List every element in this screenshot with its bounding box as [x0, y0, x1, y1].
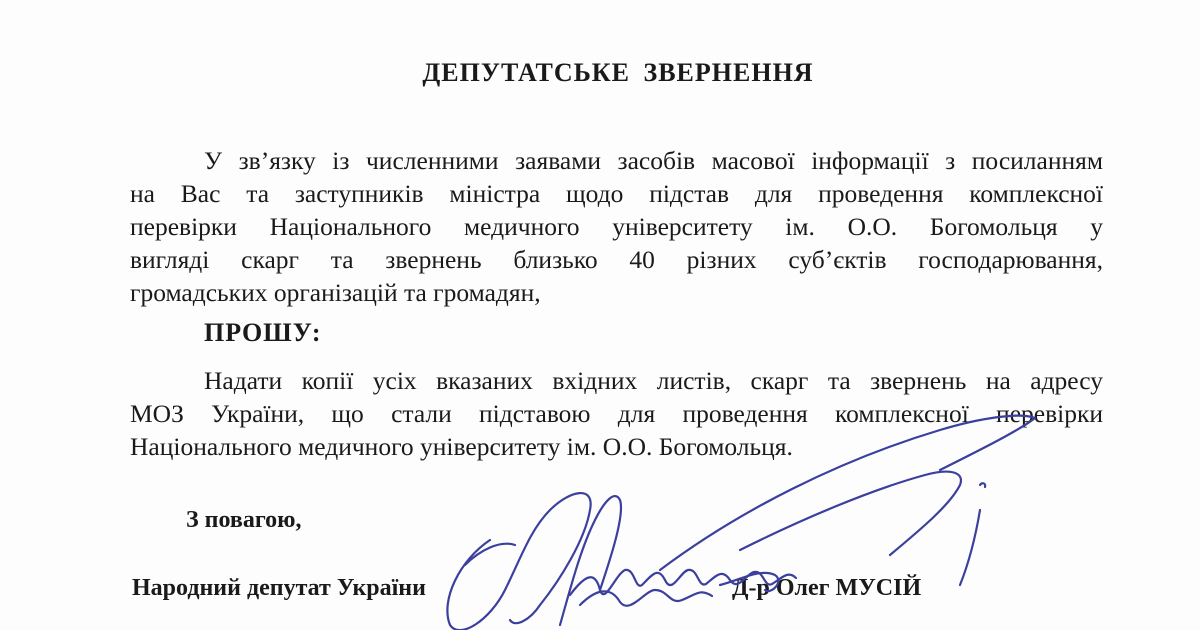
paragraph-intro: [130, 144, 1103, 309]
paragraph-line: У зв’язку із численними заявами засобів масової інформації з посиланням: [204, 146, 1103, 175]
signer-name: Д-р Олег МУСІЙ: [732, 575, 922, 601]
paragraph-line: Національного медичного університету ім. О.О. Богомольця.: [130, 432, 793, 461]
closing-text: З повагою,: [186, 507, 302, 533]
paragraph-line: МОЗ України, що стали підставою для проведення комплексної перевірки: [130, 399, 1103, 428]
paragraph-line: громадських організацій та громадян,: [130, 278, 541, 307]
handwritten-signature: [420, 390, 1060, 630]
paragraph-line: Надати копії усіх вказаних вхідних листів, скарг та звернень на адресу: [204, 366, 1103, 395]
document-title: ДЕПУТАТСЬКЕ ЗВЕРНЕННЯ: [422, 58, 814, 87]
paragraph-line: перевірки Національного медичного університету ім. О.О. Богомольця у: [130, 212, 1103, 241]
paragraph-line: на Вас та заступників міністра щодо підстав для проведення комплексної: [130, 179, 1103, 208]
paragraph-line: вигляді скарг та звернень близько 40 різних суб’єктів господарювання,: [130, 245, 1103, 274]
request-heading: ПРОШУ:: [204, 318, 322, 347]
signer-title: Народний депутат України: [132, 575, 426, 601]
